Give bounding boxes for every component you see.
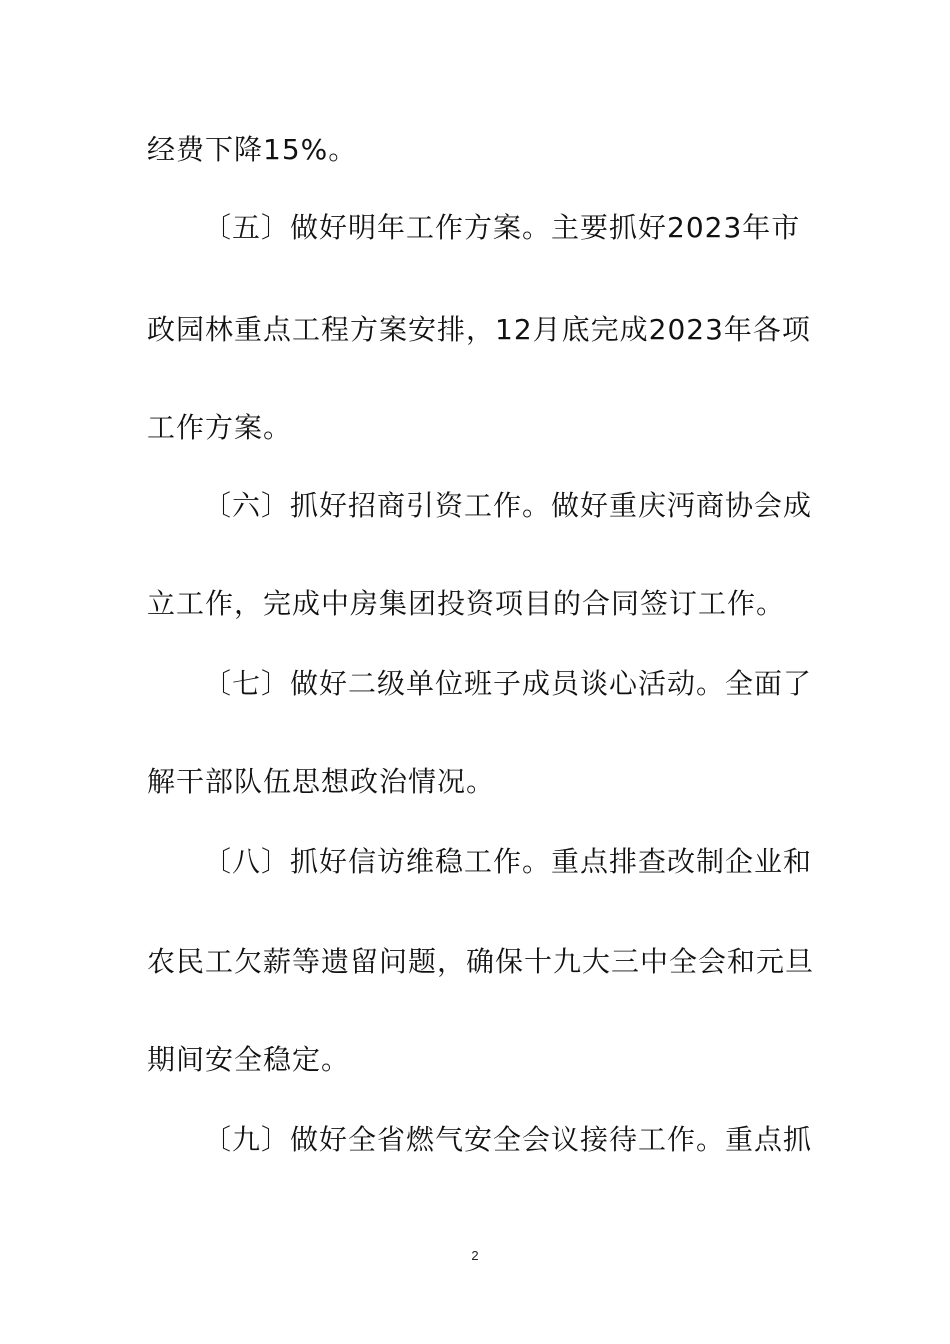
text-line: 〔八〕抓好信访维稳工作。重点排查改制企业和 bbox=[203, 845, 813, 878]
text-line: 〔七〕做好二级单位班子成员谈心活动。全面了 bbox=[203, 667, 813, 700]
page-number: 2 bbox=[471, 1248, 479, 1263]
text-line: 期间安全稳定。 bbox=[147, 1043, 351, 1076]
text-line: 政园林重点工程方案安排，12月底完成2023年各项 bbox=[147, 313, 811, 346]
text-line: 立工作，完成中房集团投资项目的合同签订工作。 bbox=[147, 587, 786, 620]
text-line: 解干部队伍思想政治情况。 bbox=[147, 765, 496, 798]
text-line: 〔六〕抓好招商引资工作。做好重庆沔商协会成 bbox=[203, 489, 813, 522]
text-line: 工作方案。 bbox=[147, 411, 293, 444]
text-line: 经费下降15%。 bbox=[147, 133, 358, 166]
text-line: 〔九〕做好全省燃气安全会议接待工作。重点抓 bbox=[203, 1123, 813, 1156]
text-line: 〔五〕做好明年工作方案。主要抓好2023年市 bbox=[203, 211, 801, 244]
text-line: 农民工欠薪等遗留问题，确保十九大三中全会和元旦 bbox=[147, 945, 815, 978]
